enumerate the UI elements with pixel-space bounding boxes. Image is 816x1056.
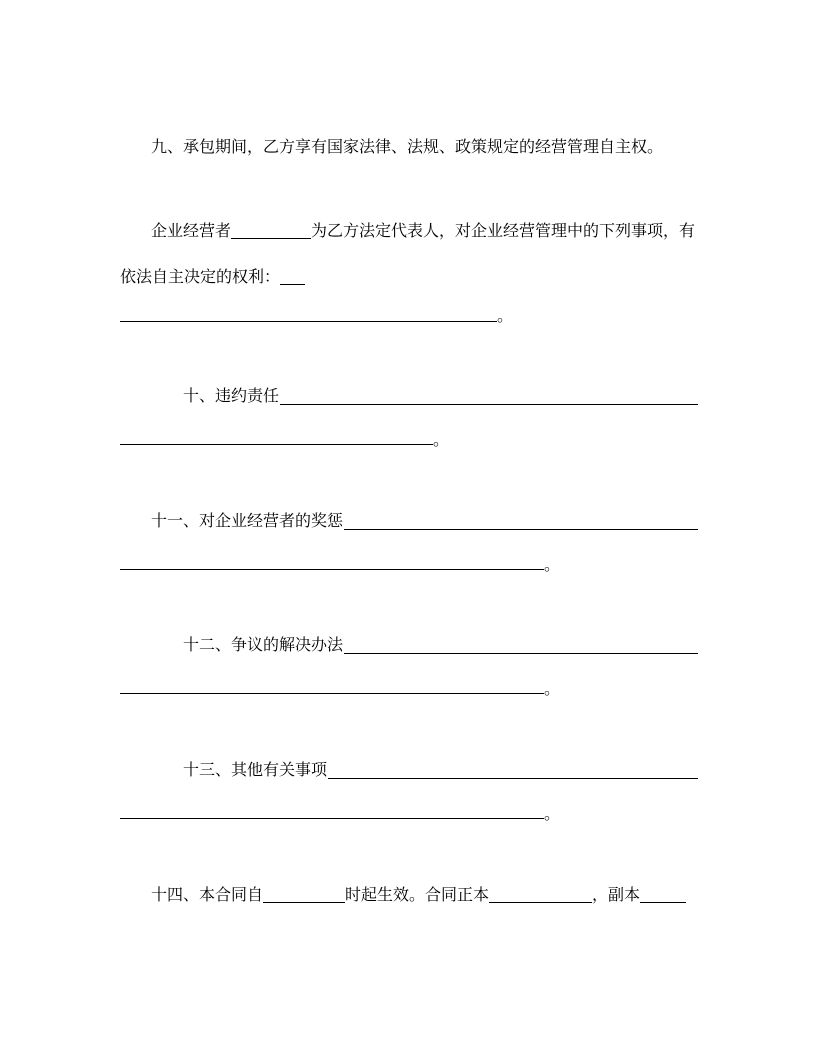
clause-14-part-c: ，副本 xyxy=(592,885,641,904)
clause-13-label: 十三、其他有关事项 xyxy=(183,760,328,779)
clause-11-blank-1[interactable] xyxy=(344,529,698,530)
clause-10-label: 十、违约责任 xyxy=(183,386,280,405)
clause-13-end-mark: 。 xyxy=(544,804,561,823)
clause-10-blank-2[interactable] xyxy=(120,444,433,445)
clause-9-end-mark: 。 xyxy=(497,306,514,325)
clause-9-line-1-text: 为乙方法定代表人，对企业经营管理中的下列事项，有 xyxy=(311,221,696,240)
clause-10-blank-1[interactable] xyxy=(280,404,698,405)
clause-10-end-mark: 。 xyxy=(433,430,450,449)
clause-12-end-mark: 。 xyxy=(544,679,561,698)
clause-11-blank-2[interactable] xyxy=(120,569,544,570)
clause-14-line xyxy=(151,885,686,905)
clause-11-end-mark: 。 xyxy=(544,555,561,574)
clause-14-part-b: 时起生效。合同正本 xyxy=(345,885,490,904)
enterprise-operator-label: 企业经营者 xyxy=(151,221,232,240)
clause-9-line-2-text: 依法自主决定的权利： xyxy=(120,267,281,286)
clause-9-line-2 xyxy=(120,267,305,287)
clause-12-blank-1[interactable] xyxy=(344,653,698,654)
duplicate-copies-blank[interactable] xyxy=(640,885,686,903)
rights-blank-start[interactable] xyxy=(280,267,305,285)
clause-13-blank-2[interactable] xyxy=(120,818,544,819)
rights-blank-line[interactable] xyxy=(120,321,497,322)
clause-9-heading: 九、承包期间，乙方享有国家法律、法规、政策规定的经营管理自主权。 xyxy=(151,137,664,156)
clause-14-part-a: 十四、本合同自 xyxy=(151,885,264,904)
operator-name-blank[interactable] xyxy=(231,221,311,239)
original-copies-blank[interactable] xyxy=(489,885,592,903)
clause-9-line-1 xyxy=(151,221,695,241)
clause-12-label: 十二、争议的解决办法 xyxy=(183,635,344,654)
clause-11-label: 十一、对企业经营者的奖惩 xyxy=(151,511,344,530)
clause-13-blank-1[interactable] xyxy=(328,778,698,779)
effective-date-blank[interactable] xyxy=(263,885,345,903)
clause-12-blank-2[interactable] xyxy=(120,693,544,694)
